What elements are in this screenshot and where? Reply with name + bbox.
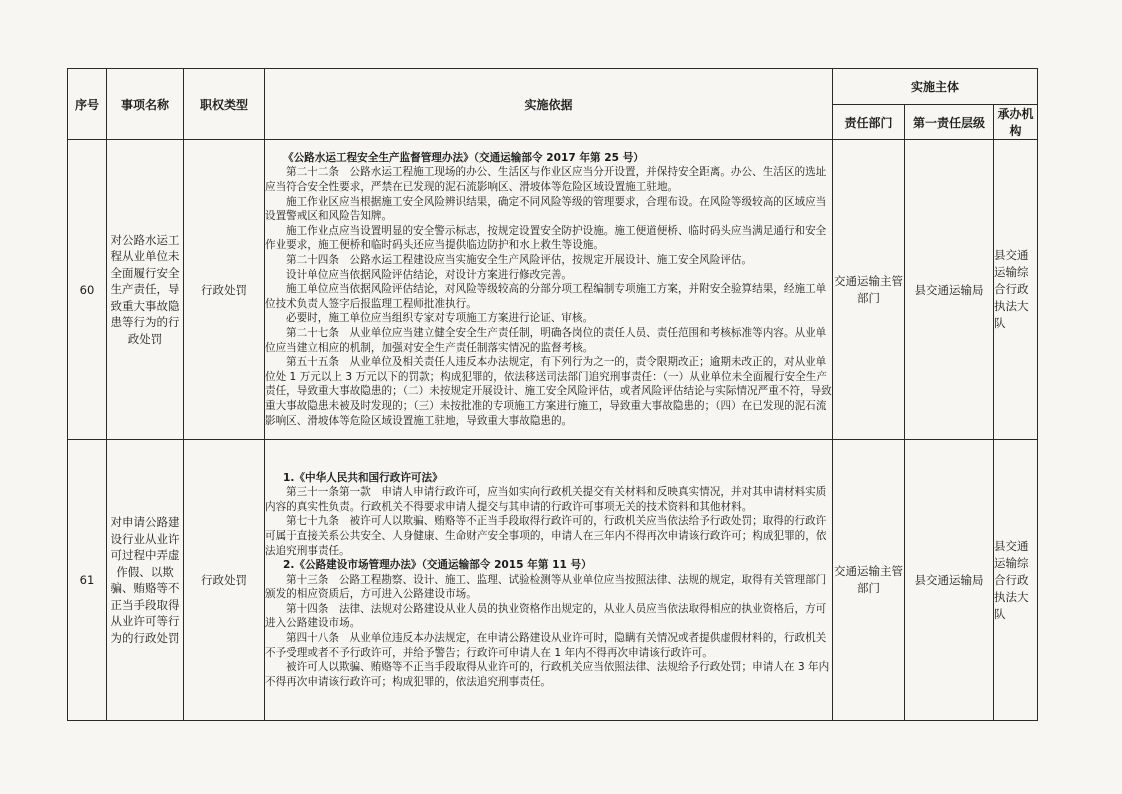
- row-power-type: 行政处罚: [184, 440, 265, 721]
- row-basis: [265, 140, 833, 440]
- basis-paragraph: 施工单位应当依据风险评估结论，对风险等级较高的分部分项工程编制专项施工方案，并附安全验算结果，经施工单位技术负责人签字后报监理工程师批准执行。: [265, 283, 827, 310]
- authority-table: [67, 68, 1038, 721]
- basis-paragraph: 施工作业区应当根据施工安全风险辨识结果，确定不同风险等级的管理要求，合理布设。在风险等级较高的区域应当设置警戒区和风险告知牌。: [265, 195, 827, 223]
- header-subject: 实施主体: [833, 69, 1038, 105]
- table-row: [68, 440, 1038, 721]
- basis-paragraph: 第二十四条 公路水运工程建设应当实施安全生产风险评估，按规定开展设计、施工安全风险评估。: [286, 254, 753, 267]
- row-level: 县交通运输局: [905, 140, 994, 440]
- row-dept: 交通运输主管部门: [833, 140, 905, 440]
- basis-paragraph: 第五十五条 从业单位及相关责任人违反本办法规定，有下列行为之一的，责令限期改正；逾期未改正的，对从业单位处 1 万元以上 3 万元以下的罚款；构成犯罪的，依法移送司法部门追究刑事责任：（一）从业单位未全面履行安全生产责任，导致重大事故隐患的；（二）未按规定开展设计、施工安全风险评估，或者风险评估结论与实际情况严重不符，导致重大事故隐患未被及时发现的；（三）未按批准的专项施工方案进行施工，导致重大事故隐患的；（四）在已发现的泥石流影响区、滑坡体等危险区域设置施工驻地，导致重大事故隐患的。: [265, 356, 832, 427]
- header-org: 承办机构: [994, 105, 1038, 140]
- basis-paragraph: 第二十七条 从业单位应当建立健全安全生产责任制，明确各岗位的责任人员、责任范围和考核标准等内容。从业单位应当建立相应的机制，加强对安全生产责任制落实情况的监督考核。: [265, 326, 827, 354]
- row-power-type: 行政处罚: [184, 140, 265, 440]
- table-row: [68, 140, 1038, 440]
- basis-paragraph: 第十三条 公路工程勘察、设计、施工、监理、试验检测等从业单位应当按照法律、法规的规定，取得有关管理部门颁发的相应资质后，方可进入公路建设市场。: [265, 573, 827, 601]
- row-item-name: 对申请公路建设行业从业许可过程中弄虚作假、以欺骗、贿赂等不正当手段取得从业许可等行为的行政处罚: [107, 440, 184, 721]
- basis-paragraph: 施工作业点应当设置明显的安全警示标志，按规定设置安全防护设施。施工便道便桥、临时码头应当满足通行和安全作业要求，施工便桥和临时码头还应当提供临边防护和水上救生等设施。: [265, 224, 827, 252]
- row-org: 县交通运输综合行政执法大队: [994, 440, 1038, 721]
- row-item-name: 对公路水运工程从业单位未全面履行安全生产责任，导致重大事故隐患等行为的行政处罚: [107, 140, 184, 440]
- row-level: 县交通运输局: [905, 440, 994, 721]
- header-power-type: 职权类型: [184, 69, 265, 140]
- basis-law-title: 《公路水运工程安全生产监督管理办法》（交通运输部令 2017 年第 25 号）: [283, 151, 644, 164]
- row-org: 县交通运输综合行政执法大队: [994, 140, 1038, 440]
- basis-paragraph: 第十四条 法律、法规对公路建设从业人员的执业资格作出规定的，从业人员应当依法取得相应的执业资格后，方可进入公路建设市场。: [265, 602, 827, 630]
- basis-paragraph: 被许可人以欺骗、贿赂等不正当手段取得从业许可的，行政机关应当依照法律、法规给予行政处罚；申请人在 3 年内不得再次申请该行政许可；构成犯罪的，依法追究刑事责任。: [265, 661, 830, 688]
- header-level: 第一责任层级: [905, 105, 994, 140]
- basis-paragraph: 设计单位应当依据风险评估结论，对设计方案进行修改完善。: [286, 268, 573, 281]
- header-basis: 实施依据: [265, 69, 833, 140]
- row-dept: 交通运输主管部门: [833, 440, 905, 721]
- basis-paragraph: 第三十一条第一款 申请人申请行政许可，应当如实向行政机关提交有关材料和反映真实情况，并对其申请材料实质内容的真实性负责。行政机关不得要求申请人提交与其申请的行政许可事项无关的技术资料和其他材料。: [265, 486, 827, 513]
- row-basis: [265, 440, 833, 721]
- basis-paragraph: 第四十八条 从业单位违反本办法规定，在申请公路建设从业许可时，隐瞒有关情况或者提供虚假材料的，行政机关不予受理或者不予行政许可，并给予警告；行政许可申请人在 1 年内不得再次申请该行政许可。: [265, 632, 827, 659]
- basis-paragraph: 第二十二条 公路水运工程施工现场的办公、生活区与作业区应当分开设置，并保持安全距离。办公、生活区的选址应当符合安全性要求，严禁在已发现的泥石流影响区、滑坡体等危险区域设置施工驻地。: [265, 166, 827, 194]
- header-dept: 责任部门: [833, 105, 905, 140]
- basis-paragraph: 第七十九条 被许可人以欺骗、贿赂等不正当手段取得行政许可的，行政机关应当依法给予行政处罚；取得的行政许可属于直接关系公共安全、人身健康、生命财产安全事项的，申请人在三年内不得再次申请该行政许可；构成犯罪的，依法追究刑事责任。: [265, 515, 827, 557]
- basis-paragraph: 必要时，施工单位应当组织专家对专项施工方案进行论证、审核。: [286, 312, 594, 325]
- header-seq: 序号: [68, 69, 107, 140]
- basis-law-title: 2.《公路建设市场管理办法》（交通运输部令 2015 年第 11 号）: [283, 559, 592, 572]
- row-seq: 61: [68, 440, 107, 721]
- header-item-name: 事项名称: [107, 69, 184, 140]
- basis-law-title: 1.《中华人民共和国行政许可法》: [283, 471, 443, 484]
- row-seq: 60: [68, 140, 107, 440]
